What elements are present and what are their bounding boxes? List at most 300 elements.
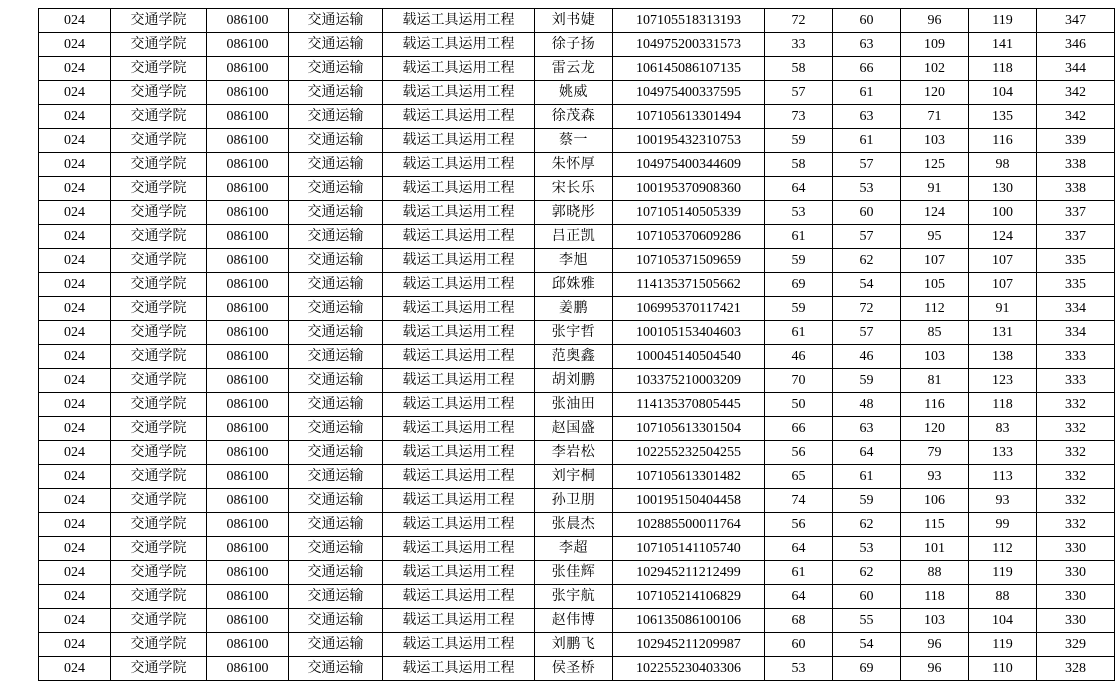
cell-dept-code: 024 — [39, 369, 111, 393]
cell-exam-id: 100105153404603 — [613, 321, 765, 345]
cell-total: 346 — [1037, 33, 1115, 57]
cell-program: 载运工具运用工程 — [383, 537, 535, 561]
table-row — [39, 33, 1115, 57]
cell-score4: 118 — [969, 57, 1037, 81]
cell-exam-id: 103375210003209 — [613, 369, 765, 393]
cell-program: 载运工具运用工程 — [383, 57, 535, 81]
cell-dept-code: 024 — [39, 201, 111, 225]
cell-college: 交通学院 — [111, 177, 207, 201]
cell-major-code: 086100 — [207, 81, 289, 105]
cell-exam-id: 106995370117421 — [613, 297, 765, 321]
cell-major: 交通运输 — [289, 537, 383, 561]
cell-score3: 103 — [901, 345, 969, 369]
cell-exam-id: 100195150404458 — [613, 489, 765, 513]
cell-score4: 110 — [969, 657, 1037, 681]
cell-score2: 59 — [833, 489, 901, 513]
cell-total: 332 — [1037, 489, 1115, 513]
cell-score2: 57 — [833, 153, 901, 177]
cell-name: 张佳辉 — [535, 561, 613, 585]
cell-score4: 107 — [969, 273, 1037, 297]
cell-program: 载运工具运用工程 — [383, 633, 535, 657]
table-row — [39, 201, 1115, 225]
cell-score4: 141 — [969, 33, 1037, 57]
cell-major: 交通运输 — [289, 609, 383, 633]
cell-dept-code: 024 — [39, 393, 111, 417]
cell-score3: 109 — [901, 33, 969, 57]
table-body — [39, 9, 1115, 681]
cell-score1: 64 — [765, 585, 833, 609]
table-row — [39, 105, 1115, 129]
cell-score3: 91 — [901, 177, 969, 201]
cell-major-code: 086100 — [207, 345, 289, 369]
cell-total: 347 — [1037, 9, 1115, 33]
cell-major: 交通运输 — [289, 441, 383, 465]
cell-score1: 53 — [765, 201, 833, 225]
cell-major-code: 086100 — [207, 537, 289, 561]
cell-score2: 55 — [833, 609, 901, 633]
cell-exam-id: 107105141105740 — [613, 537, 765, 561]
cell-exam-id: 106145086107135 — [613, 57, 765, 81]
cell-score4: 104 — [969, 81, 1037, 105]
cell-major: 交通运输 — [289, 129, 383, 153]
cell-score3: 124 — [901, 201, 969, 225]
cell-name: 李超 — [535, 537, 613, 561]
cell-major-code: 086100 — [207, 657, 289, 681]
cell-major-code: 086100 — [207, 465, 289, 489]
cell-name: 赵国盛 — [535, 417, 613, 441]
cell-major-code: 086100 — [207, 9, 289, 33]
cell-major-code: 086100 — [207, 225, 289, 249]
cell-major-code: 086100 — [207, 441, 289, 465]
cell-name: 李旭 — [535, 249, 613, 273]
cell-program: 载运工具运用工程 — [383, 489, 535, 513]
cell-total: 328 — [1037, 657, 1115, 681]
cell-score2: 72 — [833, 297, 901, 321]
cell-score3: 95 — [901, 225, 969, 249]
cell-score4: 135 — [969, 105, 1037, 129]
cell-dept-code: 024 — [39, 417, 111, 441]
table-row — [39, 537, 1115, 561]
cell-dept-code: 024 — [39, 633, 111, 657]
cell-college: 交通学院 — [111, 81, 207, 105]
cell-major: 交通运输 — [289, 489, 383, 513]
cell-exam-id: 114135370805445 — [613, 393, 765, 417]
cell-total: 332 — [1037, 465, 1115, 489]
cell-score3: 112 — [901, 297, 969, 321]
cell-score3: 101 — [901, 537, 969, 561]
cell-college: 交通学院 — [111, 273, 207, 297]
table-row — [39, 57, 1115, 81]
cell-score1: 56 — [765, 513, 833, 537]
cell-major-code: 086100 — [207, 129, 289, 153]
cell-major-code: 086100 — [207, 153, 289, 177]
cell-dept-code: 024 — [39, 105, 111, 129]
cell-dept-code: 024 — [39, 609, 111, 633]
table-row — [39, 369, 1115, 393]
cell-major: 交通运输 — [289, 33, 383, 57]
table-row — [39, 441, 1115, 465]
cell-score2: 54 — [833, 633, 901, 657]
cell-dept-code: 024 — [39, 57, 111, 81]
cell-dept-code: 024 — [39, 513, 111, 537]
cell-college: 交通学院 — [111, 297, 207, 321]
cell-score4: 93 — [969, 489, 1037, 513]
cell-score2: 60 — [833, 201, 901, 225]
cell-major: 交通运输 — [289, 633, 383, 657]
cell-major-code: 086100 — [207, 489, 289, 513]
table-row — [39, 489, 1115, 513]
cell-score4: 112 — [969, 537, 1037, 561]
cell-major: 交通运输 — [289, 81, 383, 105]
cell-score2: 61 — [833, 465, 901, 489]
cell-college: 交通学院 — [111, 201, 207, 225]
cell-score2: 62 — [833, 249, 901, 273]
cell-score1: 69 — [765, 273, 833, 297]
cell-total: 338 — [1037, 177, 1115, 201]
cell-program: 载运工具运用工程 — [383, 153, 535, 177]
cell-name: 张宇航 — [535, 585, 613, 609]
cell-score1: 59 — [765, 129, 833, 153]
cell-score4: 83 — [969, 417, 1037, 441]
cell-name: 张晨杰 — [535, 513, 613, 537]
cell-major-code: 086100 — [207, 513, 289, 537]
cell-major: 交通运输 — [289, 9, 383, 33]
cell-score2: 57 — [833, 321, 901, 345]
cell-name: 刘书婕 — [535, 9, 613, 33]
cell-score1: 58 — [765, 57, 833, 81]
cell-dept-code: 024 — [39, 465, 111, 489]
cell-score4: 131 — [969, 321, 1037, 345]
cell-score2: 46 — [833, 345, 901, 369]
cell-program: 载运工具运用工程 — [383, 345, 535, 369]
cell-exam-id: 102945211212499 — [613, 561, 765, 585]
cell-college: 交通学院 — [111, 561, 207, 585]
cell-major-code: 086100 — [207, 417, 289, 441]
cell-score1: 59 — [765, 297, 833, 321]
cell-score4: 124 — [969, 225, 1037, 249]
cell-score3: 96 — [901, 9, 969, 33]
table-row — [39, 609, 1115, 633]
cell-score2: 61 — [833, 129, 901, 153]
cell-score2: 61 — [833, 81, 901, 105]
cell-college: 交通学院 — [111, 393, 207, 417]
cell-dept-code: 024 — [39, 129, 111, 153]
cell-exam-id: 100195370908360 — [613, 177, 765, 201]
cell-college: 交通学院 — [111, 465, 207, 489]
cell-score1: 70 — [765, 369, 833, 393]
cell-program: 载运工具运用工程 — [383, 273, 535, 297]
cell-major-code: 086100 — [207, 57, 289, 81]
cell-program: 载运工具运用工程 — [383, 177, 535, 201]
cell-score4: 116 — [969, 129, 1037, 153]
cell-name: 蔡一 — [535, 129, 613, 153]
cell-score1: 57 — [765, 81, 833, 105]
cell-total: 344 — [1037, 57, 1115, 81]
cell-program: 载运工具运用工程 — [383, 585, 535, 609]
cell-score4: 99 — [969, 513, 1037, 537]
cell-score4: 133 — [969, 441, 1037, 465]
cell-major: 交通运输 — [289, 321, 383, 345]
cell-score2: 62 — [833, 561, 901, 585]
cell-score4: 119 — [969, 561, 1037, 585]
cell-score1: 61 — [765, 561, 833, 585]
cell-total: 339 — [1037, 129, 1115, 153]
table-row — [39, 585, 1115, 609]
cell-name: 刘宇桐 — [535, 465, 613, 489]
cell-college: 交通学院 — [111, 225, 207, 249]
cell-program: 载运工具运用工程 — [383, 201, 535, 225]
cell-name: 赵伟博 — [535, 609, 613, 633]
cell-dept-code: 024 — [39, 225, 111, 249]
cell-name: 李岩松 — [535, 441, 613, 465]
cell-college: 交通学院 — [111, 585, 207, 609]
cell-name: 邱姝雅 — [535, 273, 613, 297]
cell-major-code: 086100 — [207, 297, 289, 321]
cell-program: 载运工具运用工程 — [383, 369, 535, 393]
cell-dept-code: 024 — [39, 273, 111, 297]
cell-program: 载运工具运用工程 — [383, 417, 535, 441]
cell-total: 335 — [1037, 273, 1115, 297]
admission-score-table — [38, 8, 1115, 681]
cell-score1: 61 — [765, 225, 833, 249]
cell-total: 330 — [1037, 585, 1115, 609]
cell-major: 交通运输 — [289, 513, 383, 537]
cell-score1: 56 — [765, 441, 833, 465]
table-row — [39, 561, 1115, 585]
cell-college: 交通学院 — [111, 129, 207, 153]
cell-name: 徐茂森 — [535, 105, 613, 129]
cell-score1: 66 — [765, 417, 833, 441]
cell-score3: 88 — [901, 561, 969, 585]
cell-total: 333 — [1037, 369, 1115, 393]
cell-score3: 115 — [901, 513, 969, 537]
cell-dept-code: 024 — [39, 81, 111, 105]
cell-total: 337 — [1037, 201, 1115, 225]
cell-score4: 107 — [969, 249, 1037, 273]
cell-score1: 60 — [765, 633, 833, 657]
cell-major-code: 086100 — [207, 585, 289, 609]
cell-exam-id: 100045140504540 — [613, 345, 765, 369]
cell-exam-id: 104975400337595 — [613, 81, 765, 105]
cell-college: 交通学院 — [111, 105, 207, 129]
cell-major: 交通运输 — [289, 273, 383, 297]
cell-score1: 59 — [765, 249, 833, 273]
cell-college: 交通学院 — [111, 489, 207, 513]
cell-major-code: 086100 — [207, 393, 289, 417]
cell-college: 交通学院 — [111, 9, 207, 33]
cell-exam-id: 107105371509659 — [613, 249, 765, 273]
table-row — [39, 297, 1115, 321]
table-row — [39, 465, 1115, 489]
cell-total: 333 — [1037, 345, 1115, 369]
cell-major: 交通运输 — [289, 177, 383, 201]
cell-exam-id: 102255232504255 — [613, 441, 765, 465]
cell-program: 载运工具运用工程 — [383, 609, 535, 633]
cell-score4: 123 — [969, 369, 1037, 393]
cell-exam-id: 107105518313193 — [613, 9, 765, 33]
cell-exam-id: 102885500011764 — [613, 513, 765, 537]
cell-score2: 57 — [833, 225, 901, 249]
table-row — [39, 81, 1115, 105]
cell-program: 载运工具运用工程 — [383, 81, 535, 105]
cell-score1: 72 — [765, 9, 833, 33]
cell-total: 330 — [1037, 561, 1115, 585]
cell-score2: 64 — [833, 441, 901, 465]
cell-score1: 73 — [765, 105, 833, 129]
cell-name: 宋长乐 — [535, 177, 613, 201]
cell-score1: 64 — [765, 537, 833, 561]
table-row — [39, 657, 1115, 681]
cell-score2: 62 — [833, 513, 901, 537]
table-row — [39, 345, 1115, 369]
cell-major-code: 086100 — [207, 105, 289, 129]
cell-exam-id: 106135086100106 — [613, 609, 765, 633]
cell-dept-code: 024 — [39, 321, 111, 345]
cell-major: 交通运输 — [289, 417, 383, 441]
cell-name: 侯圣桥 — [535, 657, 613, 681]
cell-score4: 130 — [969, 177, 1037, 201]
cell-score2: 53 — [833, 177, 901, 201]
cell-major: 交通运输 — [289, 657, 383, 681]
cell-program: 载运工具运用工程 — [383, 297, 535, 321]
cell-major-code: 086100 — [207, 273, 289, 297]
cell-score2: 54 — [833, 273, 901, 297]
cell-dept-code: 024 — [39, 489, 111, 513]
cell-score2: 63 — [833, 33, 901, 57]
cell-score1: 58 — [765, 153, 833, 177]
cell-major: 交通运输 — [289, 393, 383, 417]
cell-total: 329 — [1037, 633, 1115, 657]
cell-college: 交通学院 — [111, 609, 207, 633]
cell-college: 交通学院 — [111, 441, 207, 465]
cell-total: 342 — [1037, 81, 1115, 105]
cell-name: 胡刘鹏 — [535, 369, 613, 393]
cell-dept-code: 024 — [39, 9, 111, 33]
cell-college: 交通学院 — [111, 369, 207, 393]
cell-score1: 33 — [765, 33, 833, 57]
cell-college: 交通学院 — [111, 345, 207, 369]
cell-exam-id: 107105140505339 — [613, 201, 765, 225]
table-row — [39, 273, 1115, 297]
cell-dept-code: 024 — [39, 177, 111, 201]
cell-score4: 138 — [969, 345, 1037, 369]
table-row — [39, 393, 1115, 417]
cell-major: 交通运输 — [289, 369, 383, 393]
cell-exam-id: 102255230403306 — [613, 657, 765, 681]
cell-score3: 71 — [901, 105, 969, 129]
cell-score3: 120 — [901, 81, 969, 105]
table-row — [39, 9, 1115, 33]
cell-score3: 106 — [901, 489, 969, 513]
cell-major-code: 086100 — [207, 201, 289, 225]
cell-name: 范奥鑫 — [535, 345, 613, 369]
cell-score2: 59 — [833, 369, 901, 393]
cell-score3: 105 — [901, 273, 969, 297]
cell-exam-id: 107105613301494 — [613, 105, 765, 129]
cell-college: 交通学院 — [111, 417, 207, 441]
cell-score3: 93 — [901, 465, 969, 489]
table-row — [39, 249, 1115, 273]
cell-program: 载运工具运用工程 — [383, 105, 535, 129]
cell-score4: 118 — [969, 393, 1037, 417]
cell-major-code: 086100 — [207, 633, 289, 657]
cell-exam-id: 100195432310753 — [613, 129, 765, 153]
cell-exam-id: 114135371505662 — [613, 273, 765, 297]
cell-score4: 98 — [969, 153, 1037, 177]
cell-college: 交通学院 — [111, 537, 207, 561]
cell-major: 交通运输 — [289, 561, 383, 585]
cell-college: 交通学院 — [111, 657, 207, 681]
cell-score3: 103 — [901, 129, 969, 153]
cell-score2: 69 — [833, 657, 901, 681]
cell-dept-code: 024 — [39, 561, 111, 585]
table-row — [39, 225, 1115, 249]
cell-score3: 96 — [901, 657, 969, 681]
cell-exam-id: 104975400344609 — [613, 153, 765, 177]
cell-total: 332 — [1037, 441, 1115, 465]
cell-major-code: 086100 — [207, 33, 289, 57]
cell-total: 338 — [1037, 153, 1115, 177]
table-row — [39, 321, 1115, 345]
cell-score3: 103 — [901, 609, 969, 633]
cell-program: 载运工具运用工程 — [383, 393, 535, 417]
cell-score3: 79 — [901, 441, 969, 465]
cell-major-code: 086100 — [207, 561, 289, 585]
cell-name: 郭晓彤 — [535, 201, 613, 225]
cell-score2: 53 — [833, 537, 901, 561]
table-row — [39, 153, 1115, 177]
cell-score1: 50 — [765, 393, 833, 417]
cell-major-code: 086100 — [207, 321, 289, 345]
cell-score1: 68 — [765, 609, 833, 633]
cell-program: 载运工具运用工程 — [383, 321, 535, 345]
cell-college: 交通学院 — [111, 633, 207, 657]
cell-score4: 91 — [969, 297, 1037, 321]
cell-program: 载运工具运用工程 — [383, 9, 535, 33]
cell-name: 雷云龙 — [535, 57, 613, 81]
cell-total: 332 — [1037, 393, 1115, 417]
cell-dept-code: 024 — [39, 297, 111, 321]
cell-program: 载运工具运用工程 — [383, 465, 535, 489]
cell-name: 姜鹏 — [535, 297, 613, 321]
cell-dept-code: 024 — [39, 249, 111, 273]
cell-score2: 60 — [833, 585, 901, 609]
cell-major: 交通运输 — [289, 225, 383, 249]
cell-score1: 74 — [765, 489, 833, 513]
cell-name: 姚威 — [535, 81, 613, 105]
cell-name: 孙卫朋 — [535, 489, 613, 513]
cell-score3: 102 — [901, 57, 969, 81]
cell-major-code: 086100 — [207, 609, 289, 633]
cell-total: 334 — [1037, 297, 1115, 321]
cell-score1: 61 — [765, 321, 833, 345]
cell-major: 交通运输 — [289, 297, 383, 321]
cell-name: 张宇哲 — [535, 321, 613, 345]
cell-score3: 125 — [901, 153, 969, 177]
cell-score4: 119 — [969, 9, 1037, 33]
cell-exam-id: 107105613301504 — [613, 417, 765, 441]
cell-major-code: 086100 — [207, 249, 289, 273]
cell-program: 载运工具运用工程 — [383, 561, 535, 585]
cell-exam-id: 104975200331573 — [613, 33, 765, 57]
cell-major: 交通运输 — [289, 201, 383, 225]
cell-name: 张油田 — [535, 393, 613, 417]
cell-score4: 113 — [969, 465, 1037, 489]
cell-total: 337 — [1037, 225, 1115, 249]
cell-college: 交通学院 — [111, 33, 207, 57]
cell-exam-id: 102945211209987 — [613, 633, 765, 657]
cell-total: 330 — [1037, 537, 1115, 561]
